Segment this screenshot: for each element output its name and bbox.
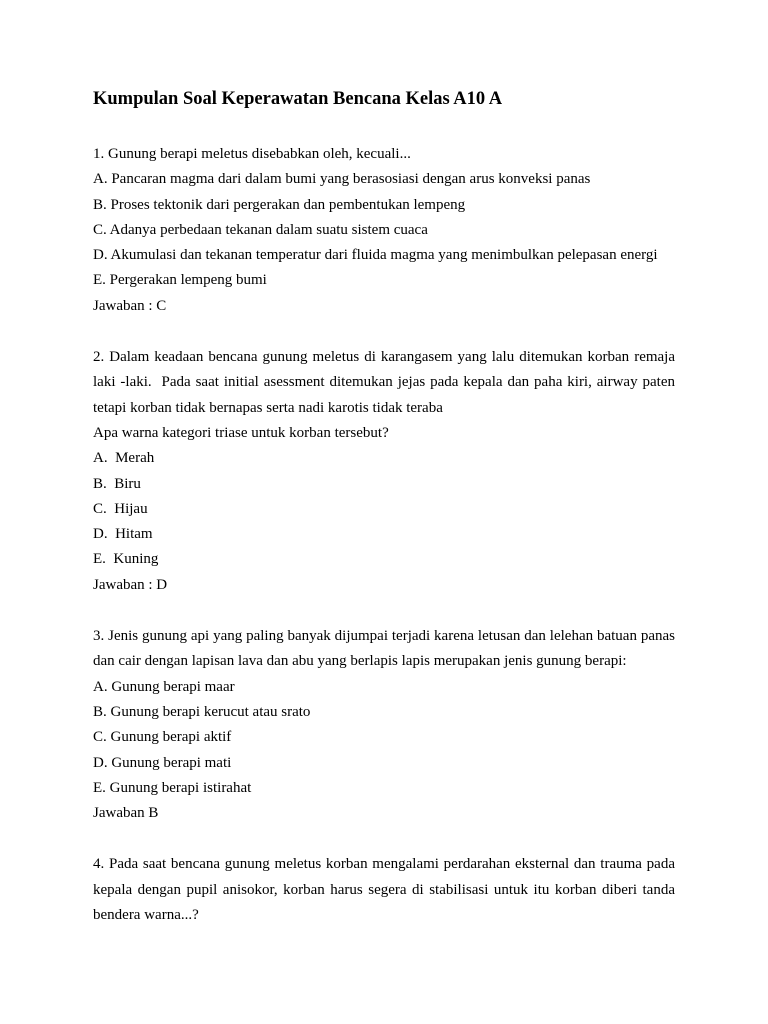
- answer-option-a: A. Merah: [93, 450, 155, 467]
- answer-option-c: C. Gunung berapi aktif: [93, 729, 232, 746]
- answer-option-b: B. Gunung berapi kerucut atau srato: [93, 703, 311, 720]
- question-3: [93, 624, 675, 826]
- answer-option-e: E. Pergerakan lempeng bumi: [93, 272, 267, 289]
- question-1: [93, 142, 675, 319]
- answer-option-b: B. Proses tektonik dari pergerakan dan pembentukan lempeng: [93, 196, 466, 213]
- answer-option-a: A. Pancaran magma dari dalam bumi yang berasosiasi dengan arus konveksi panas: [93, 171, 591, 188]
- question-stem: 3. Jenis gunung api yang paling banyak dijumpai terjadi karena letusan dan lelehan batuan panas dan cair dengan lapisan lava dan abu yang berlapis lapis merupakan jenis gunung berapi:: [93, 628, 675, 670]
- answer-option-e: E. Gunung berapi istirahat: [93, 779, 252, 796]
- answer-key: Jawaban : D: [93, 576, 168, 593]
- question-stem: 2. Dalam keadaan bencana gunung meletus di karangasem yang lalu ditemukan korban remaja laki -laki. Pada saat initial asessment ditemukan jejas pada kepala dan paha kiri, airway paten tetapi korban tidak bernapas serta nadi karotis tidak teraba: [93, 349, 679, 416]
- answer-option-a: A. Gunung berapi maar: [93, 678, 235, 695]
- question-prompt: Apa warna kategori triase untuk korban tersebut?: [93, 424, 389, 441]
- answer-option-d: D. Akumulasi dan tekanan temperatur dari fluida magma yang menimbulkan pelepasan energi: [93, 247, 658, 264]
- answer-option-b: B. Biru: [93, 475, 141, 492]
- question-stem: 4. Pada saat bencana gunung meletus korban mengalami perdarahan eksternal dan trauma pada kepala dengan pupil anisokor, korban harus segera di stabilisasi untuk itu korban diberi tanda bendera warna...?: [93, 856, 675, 924]
- answer-option-c: C. Adanya perbedaan tekanan dalam suatu sistem cuaca: [93, 221, 428, 238]
- question-stem: 1. Gunung berapi meletus disebabkan oleh, kecuali...: [93, 146, 411, 162]
- answer-option-c: C. Hijau: [93, 500, 148, 517]
- document-content: [93, 88, 679, 954]
- answer-option-e: E. Kuning: [93, 551, 159, 568]
- question-4: [93, 852, 675, 928]
- answer-option-d: D. Gunung berapi mati: [93, 754, 232, 771]
- answer-key: Jawaban : C: [93, 297, 167, 314]
- answer-key: Jawaban B: [93, 805, 159, 822]
- question-2: [93, 345, 679, 598]
- answer-option-d: D. Hitam: [93, 526, 153, 543]
- document-title: Kumpulan Soal Keperawatan Bencana Kelas A10 A: [93, 89, 503, 109]
